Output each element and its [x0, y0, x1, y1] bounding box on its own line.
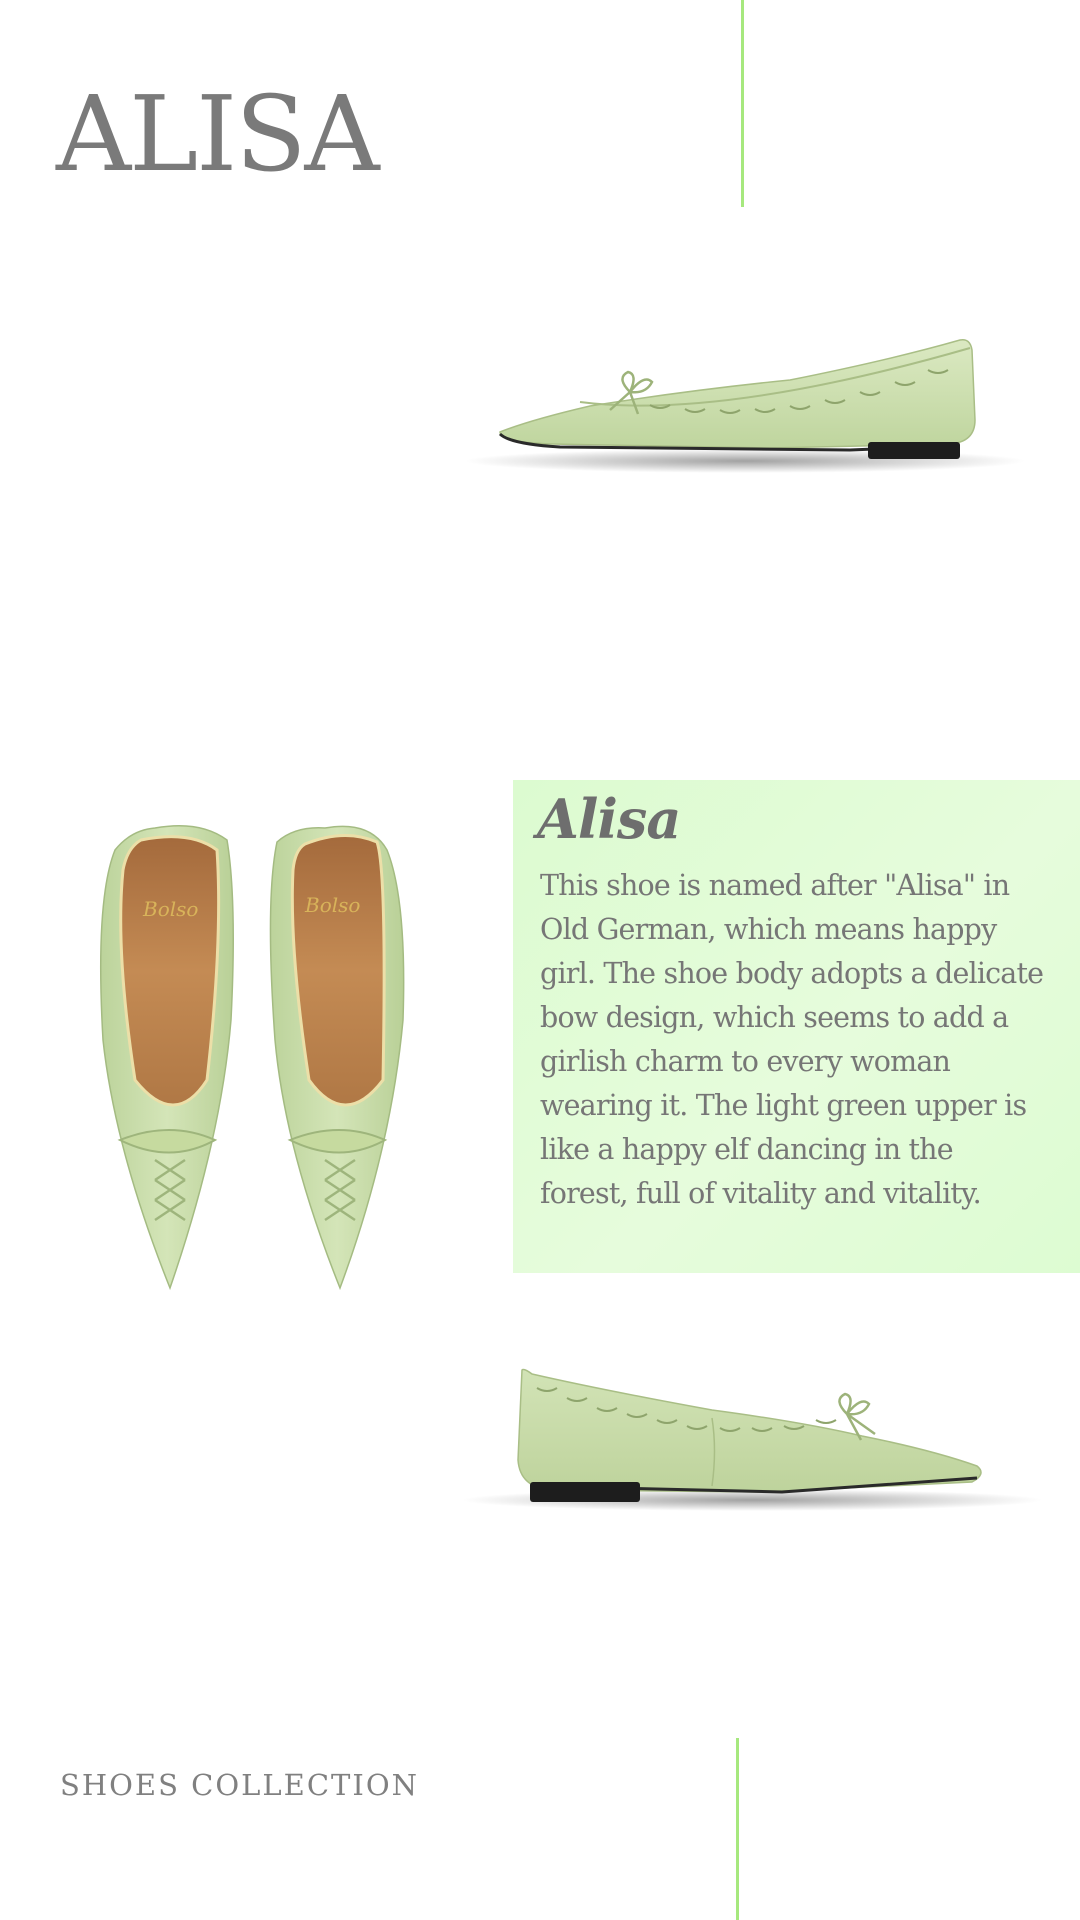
- right-shoe: [270, 826, 403, 1288]
- shoe-side-view-top: [470, 320, 1030, 490]
- description-text: This shoe is named after "Alisa" in Old German, which means happy girl. The shoe body adopts a delicate bow design, which seems to add a girlish charm to every woman wearing it. The light green upper is like a happy elf dancing in the forest, full of vitality and vitality.: [540, 869, 1044, 1210]
- description-panel: [513, 780, 1080, 1273]
- left-shoe: [101, 826, 234, 1288]
- shoe-top-view-pair: [95, 820, 425, 1300]
- collection-label: SHOES COLLECTION: [60, 1768, 419, 1802]
- bottom-accent-line: [736, 1738, 739, 1920]
- insole-logo: Bolso: [305, 893, 361, 917]
- description-heading: Alisa: [537, 787, 681, 851]
- brand-title: ALISA: [56, 73, 378, 195]
- shoe-side-view-bottom: [462, 1370, 1042, 1540]
- insole-logo: Bolso: [143, 897, 199, 921]
- top-accent-line: [741, 0, 744, 207]
